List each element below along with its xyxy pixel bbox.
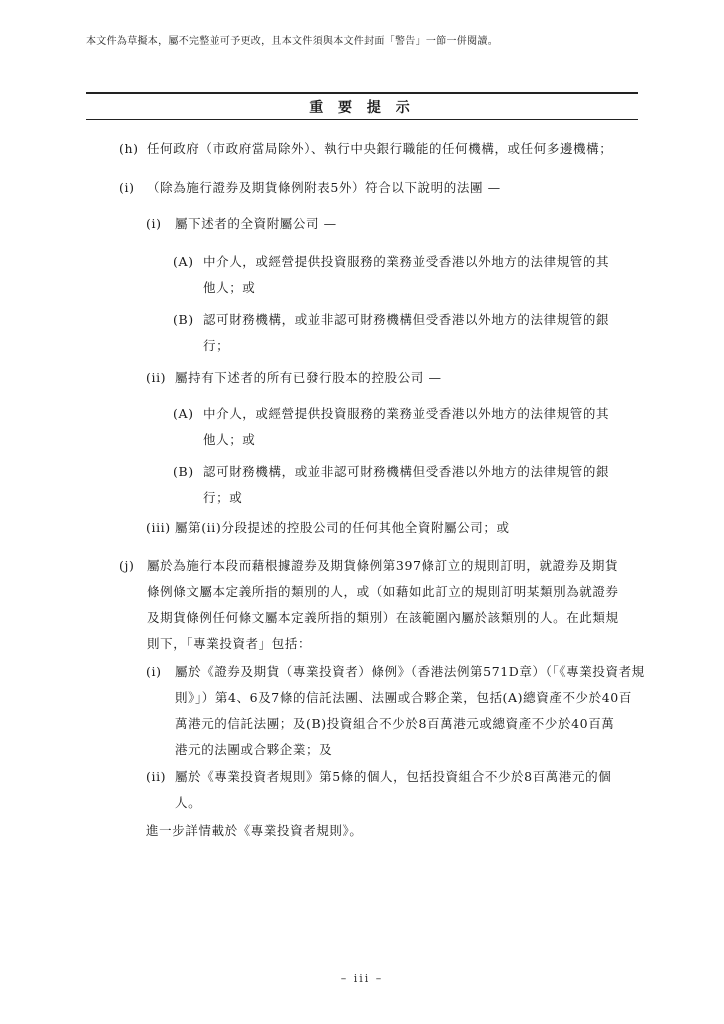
- clause-label: (A): [173, 406, 194, 421]
- clause-label: (h): [119, 141, 139, 156]
- clause-text: [175, 515, 637, 541]
- clause-text-line: 萬港元的信託法團；及(B)投資組合不少於8百萬港元或總資產不少於40百萬: [175, 716, 615, 731]
- clause-text-line: 及期貨條例任何條文屬本定義所指的類別）在該範圍內屬於該類別的人。在此類規: [147, 610, 619, 625]
- clause-text: [175, 365, 637, 391]
- clause-label: (B): [173, 464, 194, 479]
- clause-label: (i): [146, 664, 162, 679]
- clause-text-line: 屬於《證券及期貨（專業投資者）條例》（香港法例第571D章）（「《專業投資者規: [175, 664, 645, 679]
- clause-label: (ii): [146, 769, 167, 784]
- clause-text-line: 行；或: [203, 490, 243, 505]
- clause-text: [203, 401, 639, 453]
- clause-text-line: 港元的法團或合夥企業；及: [175, 742, 333, 757]
- clause-text-line: 進一步詳情載於《專業投資者規則》。: [146, 823, 363, 838]
- clause-text: [175, 764, 637, 816]
- clause-text-line: 人。: [175, 795, 202, 810]
- clause-text: [147, 553, 637, 657]
- clause-text-line: 屬於《專業投資者規則》第5條的個人，包括投資組合不少於8百萬港元的個: [175, 769, 612, 784]
- clause-label: (ii): [146, 370, 167, 385]
- clause-text-line: 屬下述者的全資附屬公司 —: [175, 216, 337, 231]
- title-top-rule: [86, 92, 638, 94]
- clause-text-line: 他人；或: [203, 432, 256, 447]
- clause-label: (A): [173, 254, 194, 269]
- clause-text-line: 中介人，或經營提供投資服務的業務並受香港以外地方的法律規管的其: [203, 254, 610, 269]
- clause-text-line: 他人；或: [203, 280, 256, 295]
- clause-label: (i): [146, 216, 162, 231]
- clause-text: [147, 175, 637, 201]
- clause-text: [203, 307, 639, 359]
- clause-text-line: 則下，「專業投資者」包括：: [147, 636, 312, 651]
- clause-text-line: 中介人，或經營提供投資服務的業務並受香港以外地方的法律規管的其: [203, 406, 610, 421]
- clause-text: [175, 211, 637, 237]
- clause-label: (j): [119, 558, 135, 573]
- clause-text: [203, 459, 639, 511]
- clause-text-line: 條例條文屬本定義所指的類別的人，或（如藉如此訂立的規則訂明某類別為就證券: [147, 584, 619, 599]
- clause-text: [147, 136, 637, 162]
- clause-text-line: 認可財務機構，或並非認可財務機構但受香港以外地方的法律規管的銀: [203, 464, 610, 479]
- clause-text: [146, 818, 636, 844]
- clause-label: (iii): [146, 520, 171, 535]
- page-number: – iii –: [340, 972, 384, 985]
- clause-text-line: 則》」）第4、6及7條的信託法團、法團或合夥企業，包括(A)總資產不少於40百: [175, 690, 632, 705]
- clause-label: (i): [119, 180, 135, 195]
- clause-text-line: 任何政府（市政府當局除外）、執行中央銀行職能的任何機構，或任何多邊機構；: [147, 141, 613, 156]
- clause-text-line: （除為施行證券及期貨條例附表5外）符合以下說明的法團 —: [147, 180, 501, 195]
- clause-text-line: 行；: [203, 338, 230, 353]
- clause-text-line: 屬第(ii)分段提述的控股公司的任何其他全資附屬公司；或: [175, 520, 510, 535]
- clause-text-line: 認可財務機構，或並非認可財務機構但受香港以外地方的法律規管的銀: [203, 312, 610, 327]
- clause-text: [175, 659, 645, 763]
- clause-text: [203, 249, 639, 301]
- draft-warning-header: 本文件為草擬本，屬不完整並可予更改，且本文件須與本文件封面「警告」一節一併閱讀。: [86, 36, 498, 47]
- clause-text-line: 屬於為施行本段而藉根據證券及期貨條例第397條訂立的規則訂明，就證券及期貨: [147, 558, 619, 573]
- clause-text-line: 屬持有下述者的所有已發行股本的控股公司 —: [175, 370, 442, 385]
- page-title: 重 要 提 示: [309, 100, 415, 116]
- title-bottom-rule: [86, 119, 638, 120]
- clause-label: (B): [173, 312, 194, 327]
